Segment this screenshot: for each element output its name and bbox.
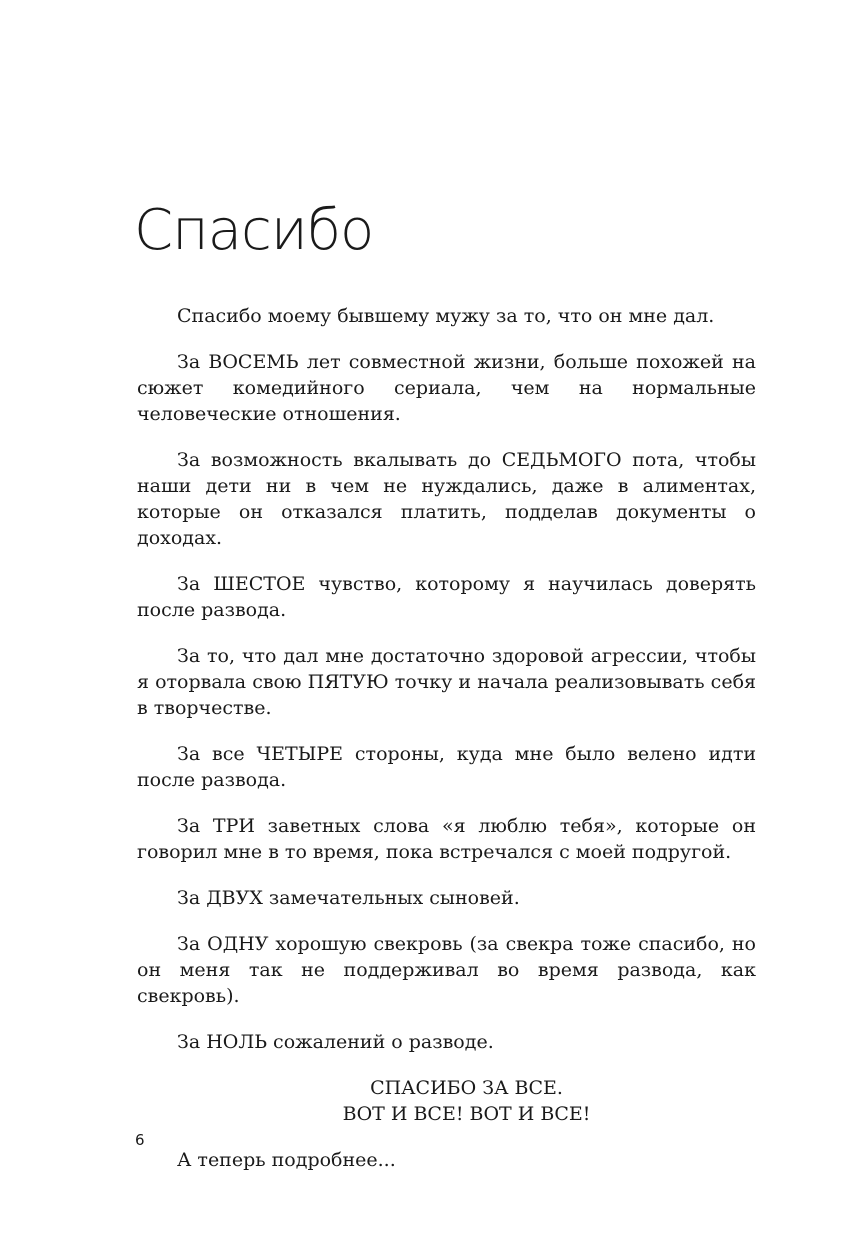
page-number: 6 — [135, 1131, 145, 1149]
closing-line: ВОТ И ВСЕ! ВОТ И ВСЕ! — [342, 1103, 591, 1125]
paragraph: За ШЕСТОЕ чувство, которому я научилась доверять после развода. — [137, 573, 756, 621]
final-paragraph: А теперь подробнее... — [177, 1149, 396, 1171]
page-title: Спасибо — [134, 198, 374, 263]
paragraph: За ТРИ заветных слова «я люблю тебя», которые он говорил мне в то время, пока встречался с моей подругой. — [137, 815, 756, 863]
closing-line: СПАСИБО ЗА ВСЕ. — [370, 1077, 563, 1099]
paragraph: Спасибо моему бывшему мужу за то, что он мне дал. — [177, 305, 715, 327]
paragraph: За ВОСЕМЬ лет совместной жизни, больше похожей на сюжет комедийного сериала, чем на нормальные человеческие отношения. — [137, 351, 756, 425]
paragraph: За ОДНУ хорошую свекровь (за свекра тоже спасибо, но он меня так не поддерживал во время развода, как свекровь). — [137, 933, 756, 1007]
paragraph: За все ЧЕТЫРЕ стороны, куда мне было велено идти после развода. — [137, 743, 756, 791]
body-text — [137, 303, 756, 1193]
closing-statement — [137, 1075, 756, 1127]
paragraph: За НОЛЬ сожалений о разводе. — [177, 1031, 494, 1053]
paragraph: За ДВУХ замечательных сыновей. — [177, 887, 520, 909]
paragraph: За то, что дал мне достаточно здоровой агрессии, чтобы я оторвала свою ПЯТУЮ точку и начала реализовывать себя в творчестве. — [137, 645, 756, 719]
paragraph: За возможность вкалывать до СЕДЬМОГО пота, чтобы наши дети ни в чем не нуждались, даже в алиментах, которые он отказался платить, подделав документы о доходах. — [137, 449, 756, 549]
